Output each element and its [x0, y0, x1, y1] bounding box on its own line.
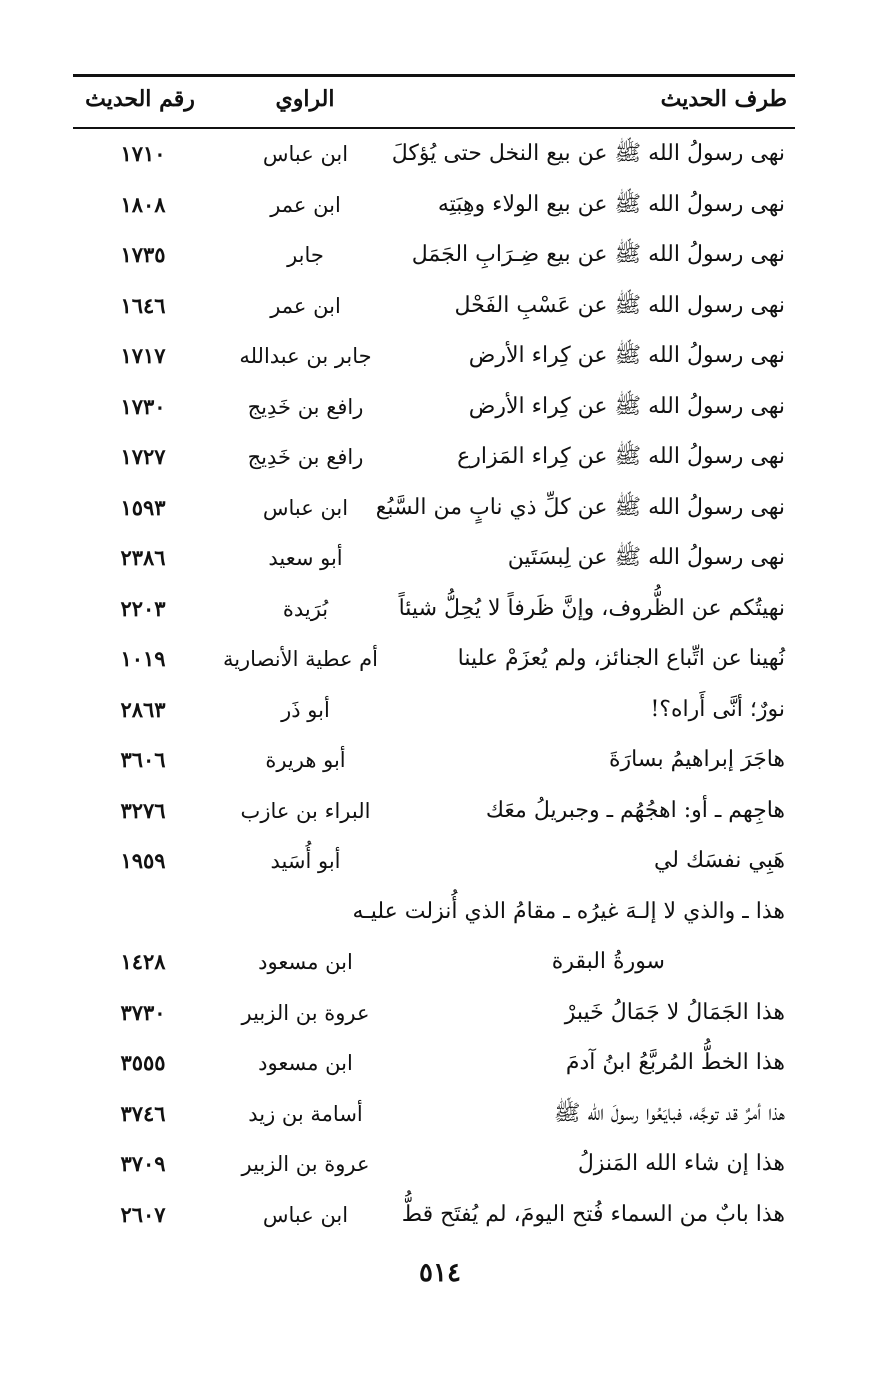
hadith-text: هذا الجَمَالُ لا جَمَالُ خَيبرْ: [564, 999, 785, 1025]
table-row: [73, 740, 795, 780]
table-row: [73, 942, 795, 982]
narrator: ابن مسعود: [258, 1051, 353, 1075]
hadith-text: هذا بابٌ من السماء فُتح اليومَ، لم يُفتَح قطُّ: [401, 1201, 785, 1227]
hadith-text: نهى رسولُ الله ﷺ عن بيع ضِـرَابِ الجَمَل: [411, 242, 785, 267]
narrator: أبو ذَر: [281, 697, 330, 722]
hadith-number: ١٧١٠: [120, 141, 166, 166]
table-row: [73, 1144, 795, 1184]
table-row: [73, 387, 795, 427]
hadith-text: نهى رسولُ الله ﷺ عن كِراء المَزارع: [457, 444, 785, 469]
hadith-number: ١٩٥٩: [120, 848, 166, 873]
hadith-number: ١٦٤٦: [120, 292, 166, 318]
header-hadith-number: رقم الحديث: [85, 86, 195, 112]
narrator: البراء بن عازب: [240, 798, 371, 823]
hadith-text: نهى رسولُ الله ﷺ عن كلِّ ذي نابٍ من السَّبُع: [375, 494, 785, 520]
table-row: [73, 437, 795, 477]
hadith-number: ١٠١٩: [120, 646, 166, 671]
hadith-number: ١٧٣٠: [120, 393, 166, 419]
table-row: [73, 1043, 795, 1083]
hadith-text: نهيتُكم عن الظُّروف، وإنَّ ظَرفاً لا يُحِلُّ شيئاً: [398, 595, 785, 621]
top-rule: [73, 74, 795, 77]
narrator: رافع بن خَدِيج: [247, 394, 364, 419]
hadith-text: نهى رسولُ الله ﷺ عن بيع الولاء وهِبَتِه: [437, 191, 785, 217]
narrator: أم عطية الأنصارية: [222, 647, 378, 671]
table-row: [73, 538, 795, 578]
hadith-text: هذا أمرٌ قد توجَّه، فبايَعُوا رسولَ الله ﷺ: [553, 1100, 785, 1126]
table-row: [73, 235, 795, 275]
hadith-number: ١٧٢٧: [120, 444, 166, 469]
narrator: عروة بن الزبير: [241, 1000, 370, 1025]
narrator: أبو هريرة: [265, 748, 346, 772]
table-row: [73, 993, 795, 1033]
narrator: ابن عباس: [262, 1202, 349, 1227]
narrator: ابن عباس: [262, 495, 349, 520]
table-row: [73, 639, 795, 679]
table-row: [73, 488, 795, 528]
hadith-text: هذا إن شاء الله المَنزلُ: [577, 1151, 785, 1176]
table-row: [73, 1195, 795, 1235]
narrator: ابن عباس: [262, 142, 349, 166]
hadith-number: ١٨٠٨: [120, 191, 166, 217]
hadith-number: ٣٧٤٦: [120, 1100, 166, 1126]
hadith-text: هذا ـ والذي لا إلـهَ غيرُه ـ مقامُ الذي أُنزلت عليـه: [352, 898, 785, 924]
hadith-text: نُهينا عن اتِّباع الجنائز، ولم يُعزَمْ علينا: [457, 646, 785, 671]
hadith-text: نورٌ؛ أنَّى أَراه؟!: [650, 696, 785, 722]
narrator: رافع بن خَدِيج: [247, 445, 364, 469]
table-row: [73, 841, 795, 881]
hadith-number: ٣٢٧٦: [120, 797, 166, 823]
table-row: [73, 286, 795, 326]
table-row: [73, 791, 795, 831]
hadith-text: نهى رسولُ الله ﷺ عن كِراء الأرض: [468, 343, 785, 368]
narrator: جابر: [287, 243, 324, 267]
hadith-text: نهى رسولُ الله ﷺ عن لِبسَتَين: [507, 545, 785, 570]
narrator: ابن عمر: [270, 192, 341, 217]
hadith-number: ١٧٣٥: [120, 242, 166, 267]
header-rule: [73, 127, 795, 129]
narrator: أسامة بن زيد: [248, 1101, 363, 1126]
hadith-text: هاجِهم ـ أو: اهجُهُم ـ وجبريلُ معَك: [485, 797, 785, 823]
hadith-text: هَبِي نفسَك لي: [653, 848, 785, 873]
hadith-text: نهى رسول الله ﷺ عن عَسْبِ الفَحْل: [454, 292, 785, 318]
narrator: عروة بن الزبير: [241, 1152, 370, 1176]
hadith-number: ٣٧٠٩: [120, 1151, 166, 1176]
hadith-number: ٣٧٣٠: [120, 999, 166, 1025]
narrator: أبو سعيد: [268, 546, 343, 570]
header-hadith-title: طرف الحديث: [660, 86, 787, 112]
hadith-text: نهى رسولُ الله ﷺ عن بيع النخل حتى يُؤكلَ: [391, 141, 785, 166]
hadith-number: ١٤٢٨: [120, 949, 166, 974]
page-number: ٥١٤: [419, 1258, 461, 1288]
hadith-text: سورةُ البقرة: [551, 949, 665, 974]
hadith-number: ٣٥٥٥: [120, 1050, 166, 1075]
table-row: [73, 336, 795, 376]
hadith-number: ٢٦٠٧: [120, 1201, 166, 1227]
narrator: ابن عمر: [270, 293, 341, 318]
hadith-number: ١٥٩٣: [120, 494, 166, 520]
hadith-number: ٢٨٦٣: [120, 696, 166, 722]
hadith-text: هذا الخطُّ المُربَّعُ ابنُ آدمَ: [565, 1050, 785, 1075]
table-row: [73, 1094, 795, 1134]
header-narrator: الراوي: [275, 86, 335, 112]
narrator: أبو أُسَيد: [270, 849, 341, 873]
hadith-number: ٣٦٠٦: [120, 747, 166, 772]
table-row: [73, 134, 795, 174]
hadith-number: ٢٢٠٣: [120, 595, 166, 621]
table-row: [73, 690, 795, 730]
narrator: ابن مسعود: [258, 950, 353, 974]
hadith-number: ١٧١٧: [120, 343, 166, 368]
table-row: [73, 589, 795, 629]
narrator: بُرَيدة: [282, 596, 329, 621]
table-row: [73, 892, 795, 932]
table-row: [73, 185, 795, 225]
narrator: جابر بن عبدالله: [239, 344, 372, 368]
hadith-text: هاجَرَ إبراهيمُ بسارَةَ: [609, 747, 785, 772]
hadith-text: نهى رسولُ الله ﷺ عن كِراء الأرض: [468, 393, 785, 419]
hadith-number: ٢٣٨٦: [120, 545, 166, 570]
